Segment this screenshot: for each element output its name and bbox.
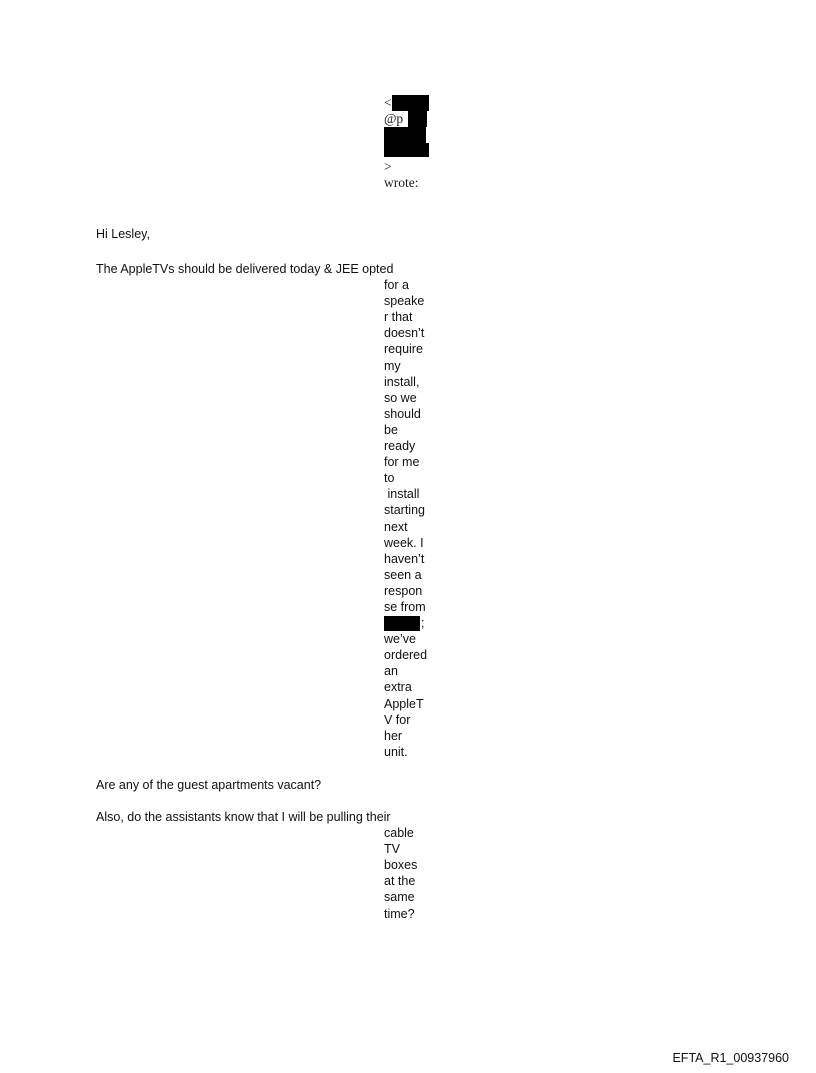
column-line: ready xyxy=(384,439,416,454)
column-line: to xyxy=(384,471,395,486)
column-line: starting xyxy=(384,503,425,518)
paragraph-first-line: Also, do the assistants know that I will be pulling their xyxy=(96,810,391,824)
header-line-4 xyxy=(384,143,444,159)
column-line: V for xyxy=(384,712,411,727)
column-line: doesn’t xyxy=(384,326,425,341)
column-line: unit. xyxy=(384,744,408,759)
column-line: be xyxy=(384,422,398,437)
column-line: ordered xyxy=(384,648,428,663)
column-line: se from xyxy=(384,599,426,614)
redaction-box xyxy=(384,143,429,157)
column-line: same xyxy=(384,890,415,905)
email-quote-header xyxy=(384,95,444,191)
column-line: for a xyxy=(384,278,410,293)
column-line: my xyxy=(384,358,401,373)
redaction-box xyxy=(392,95,429,111)
column-line: time? xyxy=(384,906,415,921)
column-line: seen a xyxy=(384,567,422,582)
paragraph-cable-boxes xyxy=(96,809,418,921)
wrapped-column xyxy=(384,825,417,922)
column-line: should xyxy=(384,406,421,421)
paragraph-first-line: Are any of the guest apartments vacant? xyxy=(96,778,322,792)
column-line: AppleT xyxy=(384,696,424,711)
header-line-3 xyxy=(384,127,444,143)
column-line: an xyxy=(384,664,398,679)
redaction-box xyxy=(408,111,427,127)
paragraph-guest-apartments xyxy=(96,777,321,793)
header-line-2: @p xyxy=(384,111,444,127)
column-line: install, xyxy=(384,374,420,389)
column-line: we’ve xyxy=(384,632,416,647)
column-line: her xyxy=(384,728,403,743)
paragraph-appletv xyxy=(96,261,428,759)
wrapped-column xyxy=(384,277,427,760)
column-line: haven’t xyxy=(384,551,425,566)
column-line: require xyxy=(384,342,423,357)
header-line-5: > xyxy=(384,159,392,174)
column-line: so we xyxy=(384,390,417,405)
column-line: next xyxy=(384,519,408,534)
document-id: EFTA_R1_00937960 xyxy=(672,1051,789,1065)
column-line: week. I xyxy=(384,535,424,550)
column-line: for me xyxy=(384,455,420,470)
column-line: cable xyxy=(384,826,414,841)
header-line-6: wrote: xyxy=(384,175,419,190)
column-line: respon xyxy=(384,583,423,598)
column-line: install xyxy=(384,487,420,502)
column-line: speake xyxy=(384,294,425,309)
column-line: r that xyxy=(384,310,413,325)
column-line: extra xyxy=(384,680,412,695)
paragraph-first-line: The AppleTVs should be delivered today & JEE opted xyxy=(96,262,394,276)
column-line-redacted: ; xyxy=(384,615,427,631)
redaction-box xyxy=(384,616,420,631)
column-line: at the xyxy=(384,874,416,889)
redaction-box xyxy=(384,127,426,143)
header-line-1: < xyxy=(384,95,444,111)
column-line: boxes xyxy=(384,858,418,873)
column-line: TV xyxy=(384,842,400,857)
greeting: Hi Lesley, xyxy=(96,227,150,241)
